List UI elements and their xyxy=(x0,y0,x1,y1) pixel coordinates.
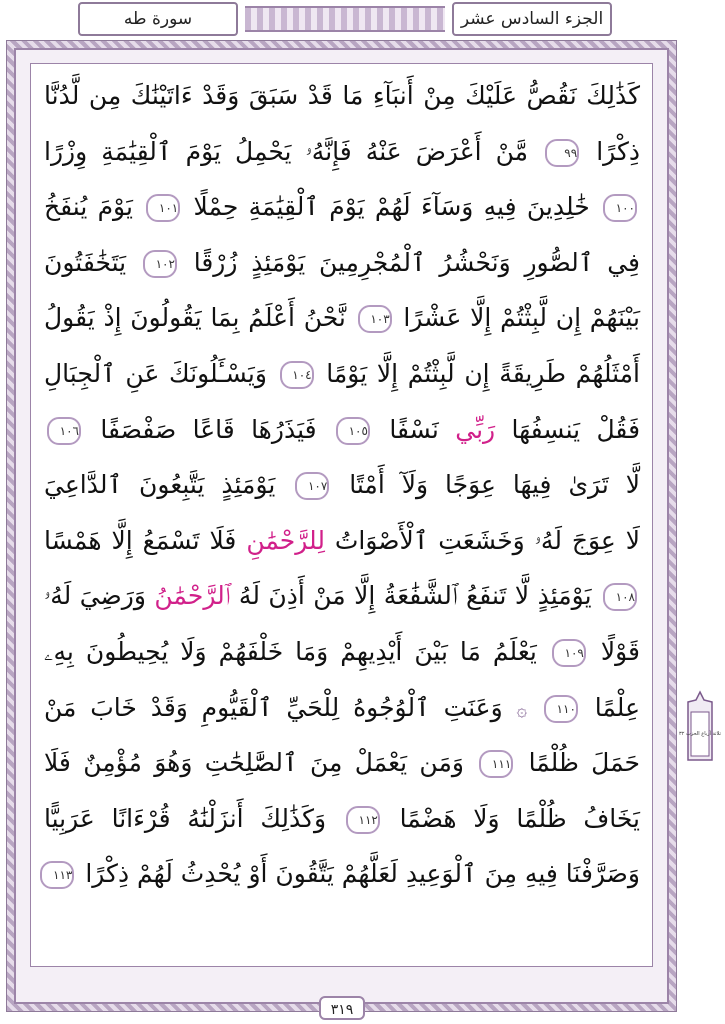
verse-text: بَيْنَهُمْ إِن لَّبِثْتُمْ إِلَّا عَشْرًا xyxy=(403,303,641,333)
ayah-number-marker: ١١٠ xyxy=(544,695,578,723)
text-line xyxy=(44,846,640,902)
juz-title: الجزء السادس عشر xyxy=(452,2,612,36)
ayah-number-marker: ١٠٠ xyxy=(603,194,637,222)
verse-text: وَكَذَٰلِكَ أَنزَلْنَٰهُ قُرْءَانًا عَرَبِيًّا xyxy=(44,803,327,833)
ayah-number-marker: ١٠٢ xyxy=(143,250,177,278)
ayah-number-marker: ١١١ xyxy=(479,750,513,778)
verse-text: وَصَرَّفْنَا فِيهِ مِنَ ٱلْوَعِيدِ لَعَلَّهُمْ يَتَّقُونَ أَوْ يُحْدِثُ لَهُمْ ذِكْرًا xyxy=(85,859,640,889)
text-line xyxy=(44,179,640,235)
verse-text: نَسْفًا xyxy=(389,414,439,444)
verse-text: يَخَافُ ظُلْمًا وَلَا هَضْمًا xyxy=(399,803,640,833)
verse-text: وَرَضِيَ لَهُۥ xyxy=(44,581,146,611)
text-line xyxy=(44,513,640,569)
text-line xyxy=(44,124,640,180)
text-line xyxy=(44,568,640,624)
ayah-number-marker: ١١٣ xyxy=(40,861,74,889)
text-line xyxy=(44,791,640,847)
text-line xyxy=(44,680,640,736)
text-line xyxy=(44,735,640,791)
verse-text: وَيَسْـَٔلُونَكَ عَنِ ٱلْجِبَالِ xyxy=(44,358,267,388)
text-line xyxy=(44,624,640,680)
header-ornament xyxy=(245,6,445,32)
page-number: ٣١٩ xyxy=(319,996,365,1020)
verse-text: فَقُلْ يَنسِفُهَا xyxy=(495,414,641,444)
ayah-number-marker: ١٠٥ xyxy=(336,417,370,445)
ayah-number-marker: ١٠١ xyxy=(146,194,180,222)
verse-text: ذِكْرًا xyxy=(596,136,640,166)
hizb-marker-icon xyxy=(679,690,721,766)
verse-text: كَذَٰلِكَ نَقُصُّ عَلَيْكَ مِنْ أَنبَآءِ مَا قَدْ سَبَقَ وَقَدْ ءَاتَيْنَٰكَ مِن لَّدُنَّا xyxy=(44,81,640,110)
verse-text: فَيَذَرُهَا قَاعًا صَفْصَفًا xyxy=(100,414,317,444)
verse-text: يَتَخَٰفَتُونَ xyxy=(44,247,127,277)
ayah-number-marker: ١٠٧ xyxy=(295,472,329,500)
ayah-number-marker: ١١٢ xyxy=(346,806,380,834)
verse-text: عِلْمًا xyxy=(594,692,640,722)
verse-text: خَٰلِدِينَ فِيهِ وَسَآءَ لَهُمْ يَوْمَ ٱلْقِيَٰمَةِ حِمْلًا xyxy=(193,192,590,222)
text-line xyxy=(44,68,640,124)
verse-text: لَّا تَرَىٰ فِيهَا عِوَجًا وَلَآ أَمْتًا xyxy=(349,470,641,500)
text-line xyxy=(44,457,640,513)
verse-text: يَوْمَئِذٍ لَّا تَنفَعُ ٱلشَّفَٰعَةُ إِلَّا مَنْ أَذِنَ لَهُ xyxy=(230,581,592,611)
hizb-marker-label: ثلاثة أرباع الحزب ٣٢ xyxy=(679,731,721,737)
verse-text: يَوْمَئِذٍ يَتَّبِعُونَ ٱلدَّاعِيَ xyxy=(44,470,276,500)
ayah-number-marker: ١٠٦ xyxy=(47,417,81,445)
quran-text xyxy=(44,68,640,958)
verse-text: وَعَنَتِ ٱلْوُجُوهُ لِلْحَيِّ ٱلْقَيُّومِ وَقَدْ خَابَ مَنْ xyxy=(44,692,503,722)
divine-name: لِلرَّحْمَٰنِ xyxy=(246,525,325,555)
text-line xyxy=(44,235,640,291)
verse-text: قَوْلًا xyxy=(600,636,640,666)
verse-text: فَلَا تَسْمَعُ إِلَّا هَمْسًا xyxy=(44,525,237,555)
hizb-quarter-symbol: ۞ xyxy=(516,699,528,721)
verse-text: يَوْمَ يُنفَخُ xyxy=(44,192,133,222)
ayah-number-marker: ١٠٣ xyxy=(358,305,392,333)
verse-text: مَّنْ أَعْرَضَ عَنْهُ فَإِنَّهُۥ يَحْمِلُ يَوْمَ ٱلْقِيَٰمَةِ وِزْرًا xyxy=(44,136,529,166)
ayah-number-marker: ٩٩ xyxy=(545,139,579,167)
text-line xyxy=(44,346,640,402)
verse-text: لَا عِوَجَ لَهُۥ وَخَشَعَتِ ٱلْأَصْوَاتُ xyxy=(324,525,640,555)
verse-text: وَمَن يَعْمَلْ مِنَ ٱلصَّٰلِحَٰتِ وَهُوَ مُؤْمِنٌ فَلَا xyxy=(44,748,464,778)
ayah-number-marker: ١٠٤ xyxy=(280,361,314,389)
divine-name: رَبِّي xyxy=(455,414,496,444)
text-line xyxy=(44,402,640,458)
text-line xyxy=(44,290,640,346)
verse-text: أَمْثَلُهُمْ طَرِيقَةً إِن لَّبِثْتُمْ إِلَّا يَوْمًا xyxy=(326,358,640,388)
verse-text: يَعْلَمُ مَا بَيْنَ أَيْدِيهِمْ وَمَا خَلْفَهُمْ وَلَا يُحِيطُونَ بِهِۦ xyxy=(44,636,537,666)
verse-text: حَمَلَ ظُلْمًا xyxy=(528,748,640,778)
divine-name: ٱلرَّحْمَٰنُ xyxy=(154,581,231,611)
ayah-number-marker: ١٠٩ xyxy=(552,639,586,667)
ayah-number-marker: ١٠٨ xyxy=(603,583,637,611)
verse-text: فِي ٱلصُّورِ وَنَحْشُرُ ٱلْمُجْرِمِينَ يَوْمَئِذٍ زُرْقًا xyxy=(193,247,640,277)
surah-title: سورة طه xyxy=(78,2,238,36)
verse-text: نَّحْنُ أَعْلَمُ بِمَا يَقُولُونَ إِذْ يَقُولُ xyxy=(44,303,346,333)
